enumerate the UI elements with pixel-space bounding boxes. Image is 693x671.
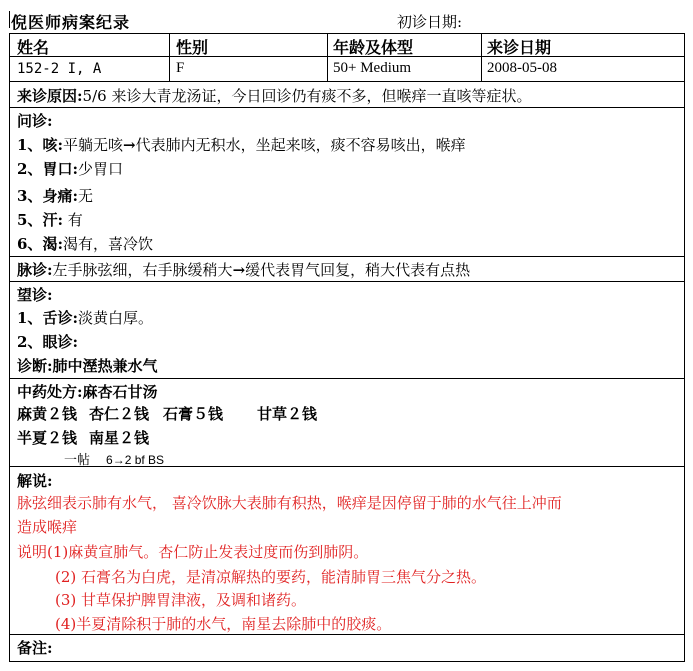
formula-name: 麻杏石甘汤 — [82, 383, 158, 401]
visit-reason — [17, 85, 531, 106]
text-cursor — [9, 11, 10, 28]
remarks-label: 备注: — [17, 639, 53, 657]
visit-date: 2008-05-08 — [487, 60, 557, 76]
pulse-diagnosis — [17, 259, 470, 280]
right-arrow-icon: → — [123, 136, 136, 154]
item-number: 3、 — [17, 187, 43, 205]
herb-item: 南星２钱 — [89, 429, 150, 447]
item-key: 眼诊: — [42, 333, 78, 351]
diagnosis-label: 诊断: — [17, 357, 53, 375]
item-number: 1、 — [17, 309, 43, 327]
header-sex: 性别 — [176, 38, 209, 57]
record-title: 倪医师病案纪录 — [11, 13, 131, 32]
explanation-label: 解说: — [17, 472, 53, 490]
item-key: 汗: — [42, 211, 63, 229]
explanation-note: (4)半夏清除积于肺的水气，南星去除肺中的胶痰。 — [55, 615, 392, 633]
herb-item: 石膏５钱 — [163, 405, 224, 423]
explanation-note — [17, 541, 368, 562]
item-key: 渴: — [42, 235, 63, 253]
item-key: 身痛: — [42, 187, 78, 205]
explanation-text: 造成喉痒 — [17, 518, 78, 536]
patient-sex: F — [176, 60, 185, 76]
column-divider — [169, 33, 170, 81]
herb-row — [17, 427, 149, 448]
item-key: 舌诊: — [42, 309, 78, 327]
first-visit-date-label: 初诊日期: — [397, 13, 463, 31]
herb-item: 杏仁２钱 — [89, 405, 150, 423]
patient-id: 152-2 I, A — [17, 61, 102, 77]
right-arrow-icon: → — [232, 261, 246, 279]
item-number: 1、 — [17, 136, 43, 154]
explanation-note: (3) 甘草保护脾胃津液，及调和诸药。 — [55, 591, 307, 609]
dosage-schedule: 2 bf BS — [124, 453, 165, 467]
explanation-note: (2) 石膏名为白虎，是清凉解热的要药，能清肺胃三焦气分之热。 — [55, 568, 487, 586]
pulse-text: 缓代表胃气回复，稍大代表有点热 — [245, 261, 471, 279]
item-number: 5、 — [17, 211, 43, 229]
right-arrow-icon: → — [112, 453, 125, 467]
header-visit-date: 来诊日期 — [487, 38, 552, 57]
item-text: 渴有，喜冷饮 — [62, 235, 153, 253]
item-number: 2、 — [17, 160, 43, 178]
item-text: 平躺无咳 — [62, 136, 123, 154]
inspection-label: 望诊: — [17, 286, 53, 304]
item-text: 淡黄白厚。 — [77, 309, 153, 327]
herb-item: 甘草２钱 — [257, 405, 318, 423]
dosage-count: 6 — [106, 453, 113, 467]
item-text: 有 — [62, 211, 83, 229]
inquiry-item — [17, 158, 123, 179]
explanation-intro: 说明 — [17, 543, 48, 561]
eye-diagnosis — [17, 331, 78, 352]
herb-row — [17, 403, 317, 424]
herb-item: 半夏２钱 — [17, 429, 78, 447]
inquiry-item — [17, 209, 83, 230]
prescription-header — [17, 381, 158, 402]
item-number: 2、 — [17, 333, 43, 351]
divider — [9, 81, 685, 82]
note-text: (1)麻黄宣肺气。杏仁防止发表过度而伤到肺阴。 — [47, 543, 369, 561]
item-key: 胃口: — [42, 160, 78, 178]
explanation-text: 脉弦细表示肺有水气， 喜冷饮脉大表肺有积热，喉痒是因停留于肺的水气往上冲而 — [17, 494, 562, 512]
item-text: 少胃口 — [77, 160, 123, 178]
item-number: 6、 — [17, 235, 43, 253]
divider — [9, 107, 685, 108]
prescription-label: 中药处方: — [17, 383, 83, 401]
pulse-text: 左手脉弦细，右手脉缓稍大 — [52, 261, 233, 279]
dosage-amount: 一帖 — [64, 453, 91, 468]
column-divider — [327, 33, 328, 81]
visit-reason-text: 5/6 来诊大青龙汤证，今日回诊仍有痰不多，但喉痒一直咳等症状。 — [82, 87, 532, 105]
dosage-line — [64, 449, 164, 468]
header-name: 姓名 — [17, 38, 50, 57]
diagnosis — [17, 355, 158, 376]
column-divider — [481, 33, 482, 81]
inquiry-item — [17, 134, 466, 155]
herb-item: 麻黄２钱 — [17, 405, 78, 423]
header-age-build: 年龄及体型 — [333, 38, 414, 57]
tongue-diagnosis — [17, 307, 153, 328]
divider — [9, 281, 685, 282]
item-key: 咳: — [42, 136, 63, 154]
divider — [9, 378, 685, 379]
item-text: 代表肺内无积水，坐起来咳，痰不容易咳出，喉痒 — [135, 136, 466, 154]
inquiry-item — [17, 233, 153, 254]
item-text: 无 — [77, 187, 93, 205]
patient-age-build: 50+ Medium — [333, 60, 412, 76]
divider — [9, 634, 685, 635]
title-row — [9, 8, 684, 32]
inquiry-item — [17, 185, 93, 206]
pulse-label: 脉诊: — [17, 261, 53, 279]
visit-reason-label: 来诊原因: — [17, 87, 83, 105]
divider — [9, 256, 685, 257]
inquiry-label: 问诊: — [17, 112, 53, 130]
diagnosis-text: 肺中溼热兼水气 — [52, 357, 158, 375]
